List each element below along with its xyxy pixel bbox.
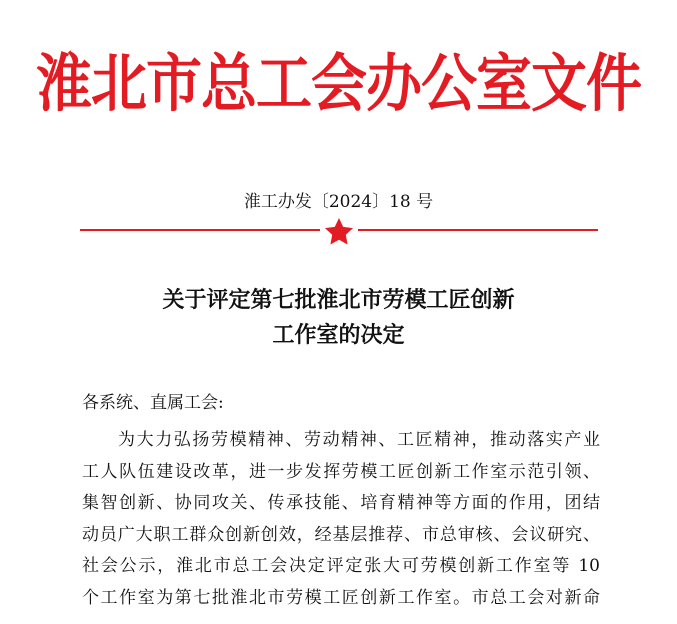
document-number: 淮工办发〔2024〕18 号 [243,192,434,212]
paragraph-line: 工人队伍建设改革，进一步发挥劳模工匠创新工作室示范引领、 [82,461,600,482]
document-title-line-1: 关于评定第七批淮北市劳模工匠创新 [162,287,515,313]
red-separator-with-star [80,218,598,246]
salutation: 各系统、直属工会: [82,393,224,413]
document-masthead: 淮北市总工会办公室文件 [36,47,641,121]
document-title-line-2: 工作室的决定 [272,322,405,348]
paragraph-line: 集智创新、协同攻关、传承技能、培育精神等方面的作用，团结 [82,493,600,513]
paragraph-line: 为大力弘扬劳模精神、劳动精神、工匠精神，推动落实产业 [118,430,600,450]
paragraph-line: 个工作室为第七批淮北市劳模工匠创新工作室。市总工会对新命 [82,587,600,608]
paragraph-line: 社会公示，淮北市总工会决定评定张大可劳模创新工作室等 10 [82,556,600,576]
paragraph-line: 动员广大职工群众创新创效，经基层推荐、市总审核、会议研究、 [82,524,600,545]
star-icon [325,218,353,245]
